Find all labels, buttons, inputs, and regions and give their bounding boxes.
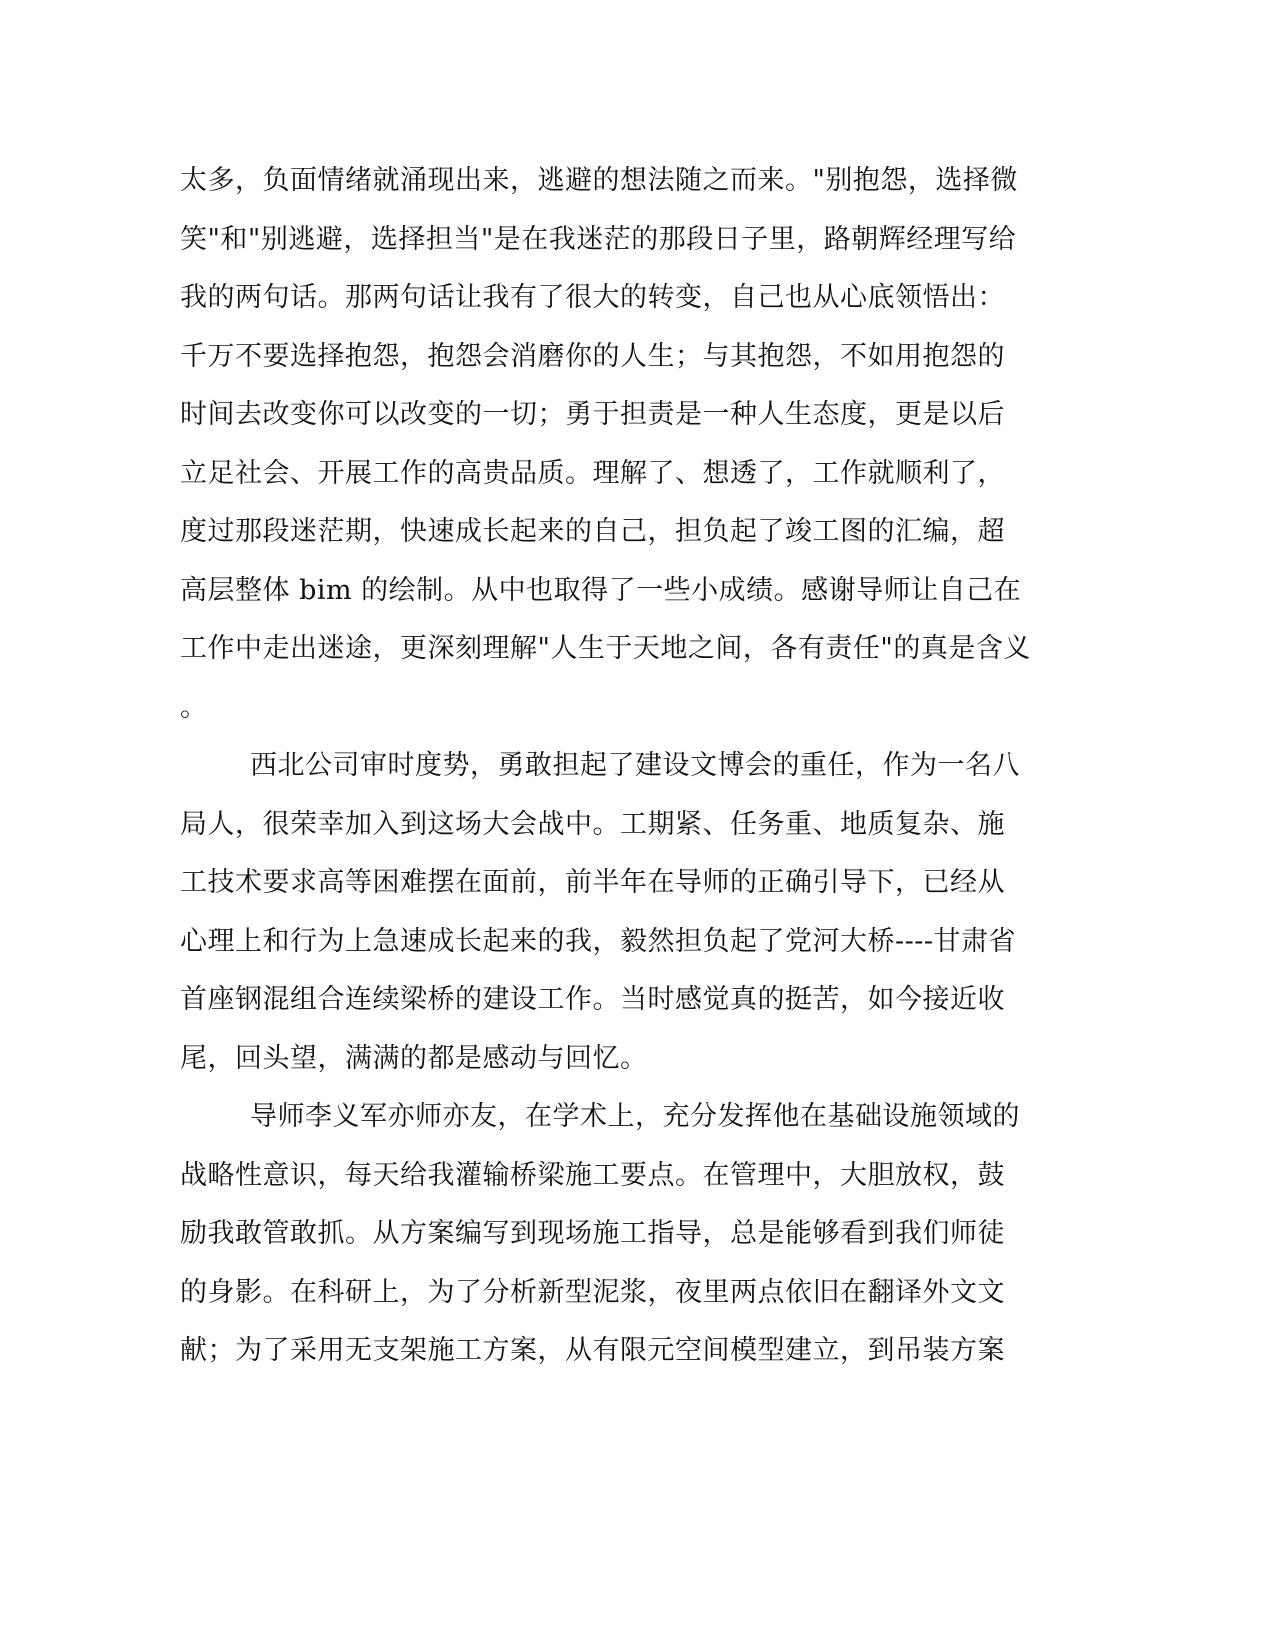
text-line: 笑"和"别逃避，选择担当"是在我迷茫的那段日子里，路朝辉经理写给 <box>180 223 1017 255</box>
text-line: 千万不要选择抱怨，抱怨会消磨你的人生；与其抱怨，不如用抱怨的 <box>180 340 1005 372</box>
text-line: 高层整体 bim 的绘制。从中也取得了一些小成绩。感谢导师让自己在 <box>180 574 1022 606</box>
paragraph-2 <box>180 737 1050 1088</box>
text-line: 的身影。在科研上，为了分析新型泥浆，夜里两点依旧在翻译外文文 <box>180 1276 1005 1308</box>
text-line: 太多，负面情绪就涌现出来，逃避的想法随之而来。"别抱怨，选择微 <box>180 165 1018 196</box>
text-line: 心理上和行为上急速成长起来的我，毅然担负起了党河大桥----甘肃省 <box>180 925 1016 957</box>
document-body <box>180 152 1050 1381</box>
text-line: 度过那段迷茫期，快速成长起来的自己，担负起了竣工图的汇编，超 <box>180 516 1005 547</box>
text-line: 工技术要求高等困难摆在面前，前半年在导师的正确引导下，已经从 <box>180 867 1005 898</box>
text-line: 献；为了采用无支架施工方案，从有限元空间模型建立，到吊装方案 <box>180 1335 1005 1366</box>
text-line: 战略性意识，每天给我灌输桥梁施工要点。在管理中，大胆放权，鼓 <box>180 1159 1005 1191</box>
text-line: 局人，很荣幸加入到这场大会战中。工期紧、任务重、地质复杂、施 <box>180 808 1005 840</box>
text-line: 。 <box>180 691 208 723</box>
text-line: 西北公司审时度势，勇敢担起了建设文博会的重任，作为一名八 <box>250 750 1020 781</box>
text-line: 首座钢混组合连续梁桥的建设工作。当时感觉真的挺苦，如今接近收 <box>180 984 1005 1015</box>
text-line: 导师李义军亦师亦友，在学术上，充分发挥他在基础设施领域的 <box>250 1101 1020 1132</box>
text-line: 立足社会、开展工作的高贵品质。理解了、想透了，工作就顺利了， <box>180 457 1005 489</box>
paragraph-3 <box>180 1088 1050 1381</box>
paragraph-1 <box>180 152 1050 737</box>
text-line: 工作中走出迷途，更深刻理解"人生于天地之间，各有责任"的真是含义 <box>180 633 1031 664</box>
text-line: 励我敢管敢抓。从方案编写到现场施工指导，总是能够看到我们师徒 <box>180 1218 1005 1249</box>
text-line: 时间去改变你可以改变的一切；勇于担责是一种人生态度，更是以后 <box>180 399 1005 430</box>
text-line: 我的两句话。那两句话让我有了很大的转变，自己也从心底领悟出： <box>180 282 1005 313</box>
text-line: 尾，回头望，满满的都是感动与回忆。 <box>180 1042 648 1074</box>
